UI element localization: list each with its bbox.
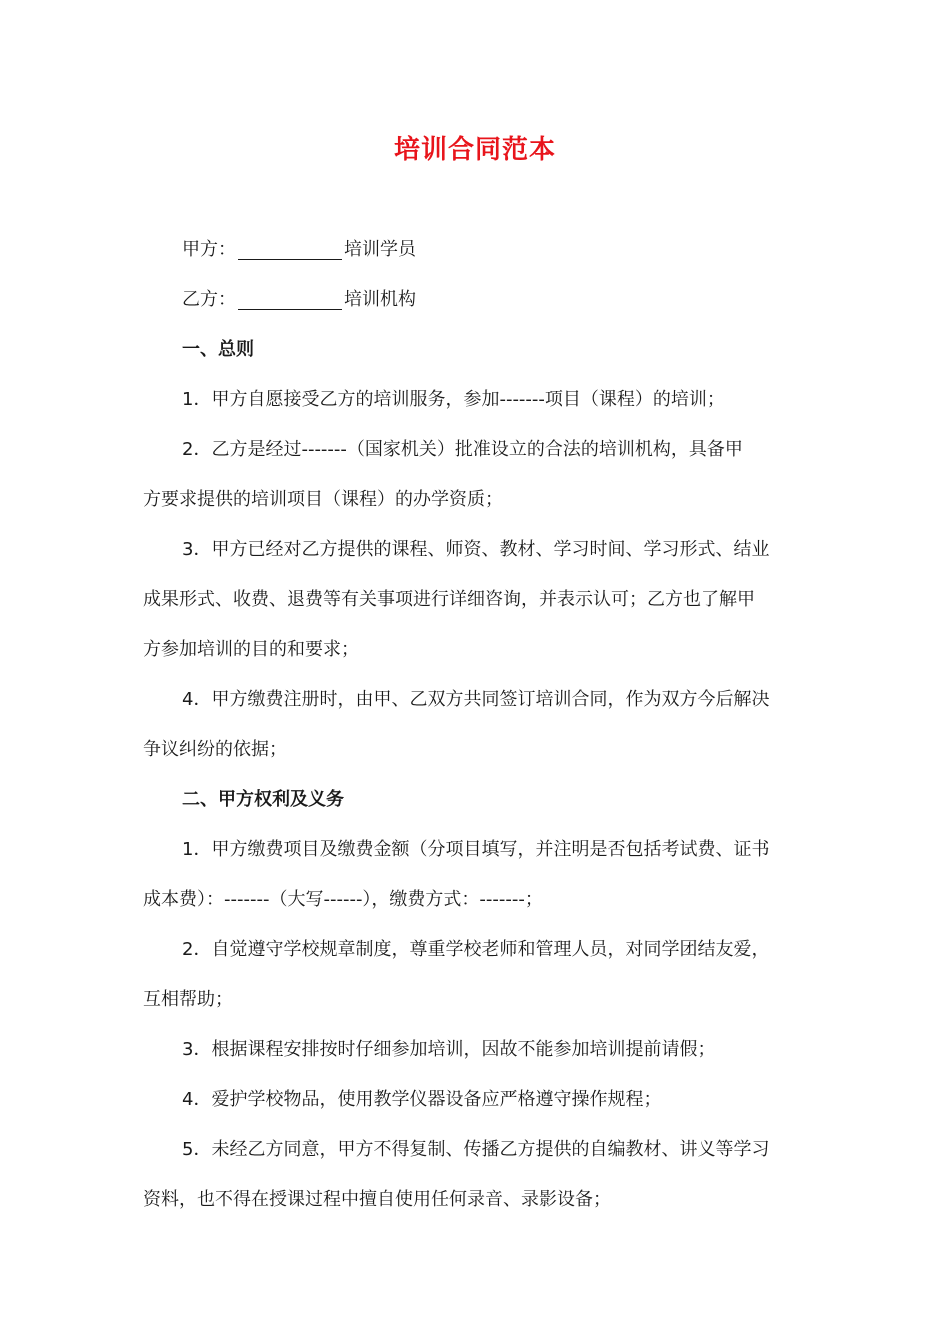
- clause-2-5-line-2: 资料，也不得在授课过程中擅自使用任何录音、录影设备；: [143, 1189, 611, 1210]
- party-b-role: 培训机构: [344, 289, 416, 310]
- clause-1-4-line-2: 争议纠纷的依据；: [143, 739, 287, 760]
- clause-2-5-line-1: 5．未经乙方同意，甲方不得复制、传播乙方提供的自编教材、讲义等学习: [182, 1139, 770, 1160]
- clause-1-3-line-2: 成果形式、收费、退费等有关事项进行详细咨询，并表示认可；乙方也了解甲: [143, 589, 755, 610]
- party-b-line: [182, 287, 847, 313]
- clause-1-2-line-2: 方要求提供的培训项目（课程）的办学资质；: [143, 489, 503, 510]
- party-a-blank: [238, 237, 342, 260]
- party-a-label: 甲方：: [182, 239, 236, 260]
- party-b-blank: [238, 287, 342, 310]
- clause-1-1: 1．甲方自愿接受乙方的培训服务，参加-------项目（课程）的培训；: [182, 389, 725, 410]
- clause-2-2-line-1: 2．自觉遵守学校规章制度，尊重学校老师和管理人员，对同学团结友爱，: [182, 939, 770, 960]
- clause-2-1-line-2: 成本费）：-------（大写------），缴费方式：-------；: [143, 889, 543, 910]
- section-heading-party-a-rights: 二、甲方权利及义务: [182, 789, 344, 810]
- clause-1-4-line-1: 4．甲方缴费注册时，由甲、乙双方共同签订培训合同，作为双方今后解决: [182, 689, 770, 710]
- clause-2-2-line-2: 互相帮助；: [143, 989, 233, 1010]
- document-title: 培训合同范本: [393, 135, 556, 165]
- clause-1-3-line-1: 3．甲方已经对乙方提供的课程、师资、教材、学习时间、学习形式、结业: [182, 539, 770, 560]
- clause-2-4: 4．爱护学校物品，使用教学仪器设备应严格遵守操作规程；: [182, 1089, 662, 1110]
- clause-1-2-line-1: 2．乙方是经过-------（国家机关）批准设立的合法的培训机构，具备甲: [182, 439, 743, 460]
- party-a-line: [182, 237, 847, 263]
- section-heading-general: 一、总则: [182, 339, 254, 360]
- clause-2-3: 3．根据课程安排按时仔细参加培训，因故不能参加培训提前请假；: [182, 1039, 716, 1060]
- clause-1-3-line-3: 方参加培训的目的和要求；: [143, 639, 359, 660]
- clause-2-1-line-1: 1．甲方缴费项目及缴费金额（分项目填写，并注明是否包括考试费、证书: [182, 839, 770, 860]
- party-a-role: 培训学员: [344, 239, 416, 260]
- party-b-label: 乙方：: [182, 289, 236, 310]
